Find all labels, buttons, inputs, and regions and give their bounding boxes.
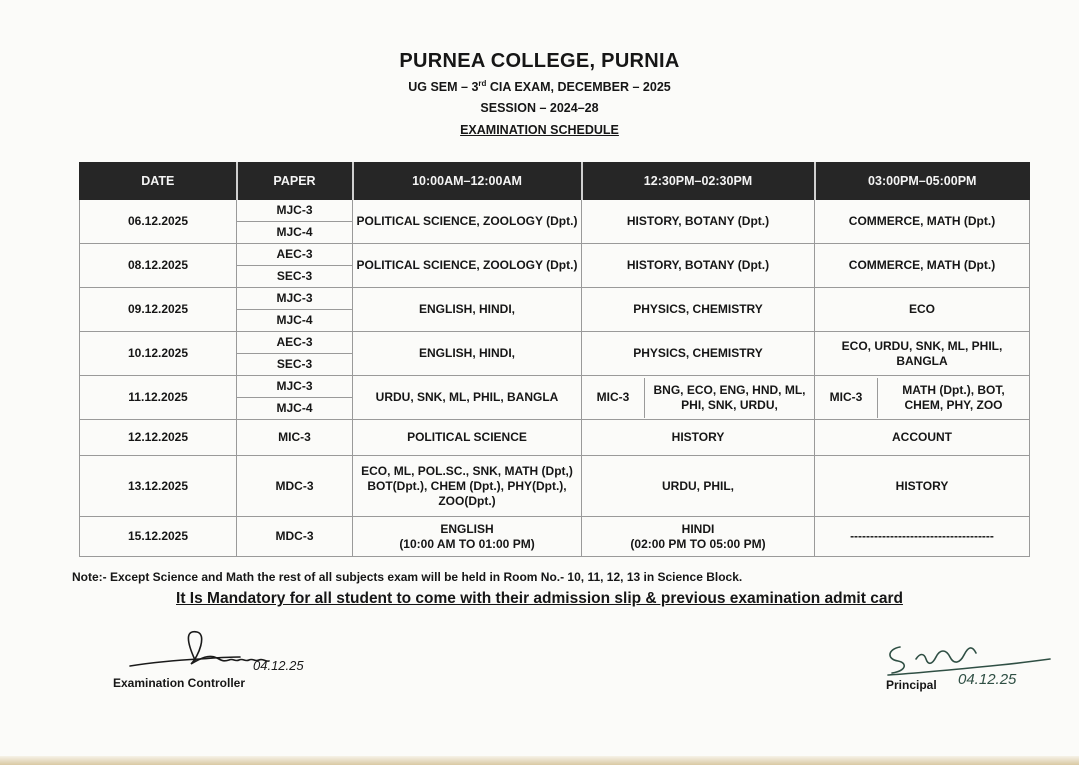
paper-cell: AEC-3 [237, 332, 353, 354]
slot2-time: (02:00 PM TO 05:00 PM) [630, 536, 766, 551]
session-line: SESSION – 2024–28 [480, 101, 599, 115]
slot2-subjects: BNG, ECO, ENG, HND, ML, PHI, SNK, URDU, [644, 378, 814, 418]
slot2-cell [582, 376, 815, 420]
slot2-cell: HISTORY, BOTANY (Dpt.) [582, 244, 815, 288]
table-row [80, 456, 1030, 517]
table-row [80, 517, 1030, 557]
date-cell: 11.12.2025 [80, 376, 237, 420]
col-header-slot2: 12:30PM–02:30PM [582, 163, 815, 200]
page-bottom-edge [0, 756, 1079, 765]
table-header-row [80, 163, 1030, 200]
controller-date: 04.12.25 [253, 658, 304, 673]
table-row [80, 376, 1030, 398]
slot1-cell: POLITICAL SCIENCE, ZOOLOGY (Dpt.) [353, 200, 582, 244]
slot2-cell: PHYSICS, CHEMISTRY [582, 332, 815, 376]
slot1-cell: ENGLISH, HINDI, [353, 332, 582, 376]
slot1-cell: POLITICAL SCIENCE, ZOOLOGY (Dpt.) [353, 244, 582, 288]
principal-date: 04.12.25 [958, 671, 1017, 688]
paper-cell: MJC-4 [237, 310, 353, 332]
paper-cell: MJC-3 [237, 288, 353, 310]
col-header-slot1: 10:00AM–12:00AM [353, 163, 582, 200]
slot2-cell: PHYSICS, CHEMISTRY [582, 288, 815, 332]
table-row [80, 420, 1030, 456]
table-row [80, 244, 1030, 266]
paper-cell: MDC-3 [237, 456, 353, 517]
slot1-cell: ECO, ML, POL.SC., SNK, MATH (Dpt,) BOT(Dpt.), CHEM (Dpt.), PHY(Dpt.), ZOO(Dpt.) [353, 456, 582, 517]
principal-label: Principal [886, 678, 937, 692]
paper-cell: MJC-4 [237, 398, 353, 420]
mandatory-notice: It Is Mandatory for all student to come with their admission slip & previous examination admit card [176, 590, 903, 607]
note-text: Note:- Except Science and Math the rest of all subjects exam will be held in Room No.- 10, 11, 12, 13 in Science Block. [72, 570, 743, 584]
slot3-cell: COMMERCE, MATH (Dpt.) [815, 200, 1030, 244]
paper-cell: MJC-3 [237, 376, 353, 398]
table-row [80, 288, 1030, 310]
slot2-paper-label: MIC-3 [596, 390, 630, 404]
slot2-subject: HINDI [681, 521, 715, 536]
slot1-cell: URDU, SNK, ML, PHIL, BANGLA [353, 376, 582, 420]
paper-cell: MDC-3 [237, 517, 353, 557]
col-header-slot3: 03:00PM–05:00PM [815, 163, 1030, 200]
paper-cell: AEC-3 [237, 244, 353, 266]
slot3-cell: ECO [815, 288, 1030, 332]
slot2-cell [582, 517, 815, 557]
controller-signature [125, 628, 340, 678]
schedule-title: EXAMINATION SCHEDULE [460, 123, 619, 137]
slot2-cell: URDU, PHIL, [582, 456, 815, 517]
slot3-cell: ECO, URDU, SNK, ML, PHIL, BANGLA [815, 332, 1030, 376]
schedule-table [79, 162, 1030, 557]
date-cell: 08.12.2025 [80, 244, 237, 288]
paper-cell: SEC-3 [237, 266, 353, 288]
slot1-cell [353, 517, 582, 557]
slot3-subjects: MATH (Dpt.), BOT, CHEM, PHY, ZOO [877, 378, 1029, 418]
slot2-cell: HISTORY [582, 420, 815, 456]
slot1-cell: ENGLISH, HINDI, [353, 288, 582, 332]
slot3-cell: ------------------------------------ [815, 517, 1030, 557]
date-cell: 12.12.2025 [80, 420, 237, 456]
slot1-time: (10:00 AM TO 01:00 PM) [399, 536, 535, 551]
paper-cell: SEC-3 [237, 354, 353, 376]
date-cell: 15.12.2025 [80, 517, 237, 557]
slot3-cell: COMMERCE, MATH (Dpt.) [815, 244, 1030, 288]
slot1-subject: ENGLISH [440, 521, 494, 536]
date-cell: 06.12.2025 [80, 200, 237, 244]
col-header-date: DATE [80, 163, 237, 200]
college-title: PURNEA COLLEGE, PURNIA [399, 50, 680, 72]
controller-label: Examination Controller [113, 676, 246, 690]
col-header-paper: PAPER [237, 163, 353, 200]
table-row [80, 200, 1030, 222]
slot3-paper-label: MIC-3 [829, 390, 863, 404]
paper-cell: MIC-3 [237, 420, 353, 456]
date-cell: 09.12.2025 [80, 288, 237, 332]
slot3-cell: HISTORY [815, 456, 1030, 517]
date-cell: 13.12.2025 [80, 456, 237, 517]
date-cell: 10.12.2025 [80, 332, 237, 376]
slot3-cell [815, 376, 1030, 420]
paper-cell: MJC-3 [237, 200, 353, 222]
exam-title: UG SEM – 3rd CIA EXAM, DECEMBER – 2025 [408, 79, 671, 94]
slot3-cell: ACCOUNT [815, 420, 1030, 456]
slot1-cell: POLITICAL SCIENCE [353, 420, 582, 456]
paper-cell: MJC-4 [237, 222, 353, 244]
slot2-cell: HISTORY, BOTANY (Dpt.) [582, 200, 815, 244]
table-row [80, 332, 1030, 354]
